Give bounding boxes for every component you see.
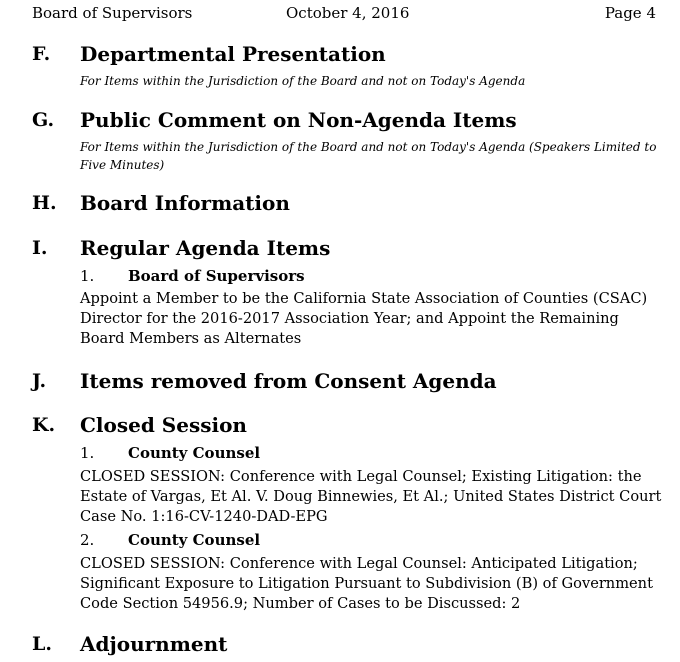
section-note: For Items within the Jurisdiction of the Board and not on Today's Agenda: [80, 74, 526, 88]
item-number: 1.: [80, 444, 95, 462]
item-text: CLOSED SESSION: Conference with Legal Counsel: Anticipated Litigation; Significant Exposure to Litigation Pursuant to Subdivision (B) of Government Code Section 54956.9; Number of Cases to be Discussed: 2: [80, 555, 653, 612]
item-number: 1.: [80, 267, 95, 285]
section-letter: J.: [32, 370, 47, 392]
section-letter: F.: [32, 43, 51, 65]
section-letter: K.: [32, 414, 56, 436]
section-title: Regular Agenda Items: [80, 236, 331, 260]
item-text: Appoint a Member to be the California State Association of Counties (CSAC) Director for the 2016-2017 Association Year; and Appoint the Remaining Board Members as Alternates: [80, 290, 648, 347]
header-board-name: Board of Supervisors: [32, 4, 193, 22]
section-title: Public Comment on Non-Agenda Items: [80, 108, 517, 132]
item-number: 2.: [80, 531, 95, 549]
item-heading: County Counsel: [128, 444, 261, 462]
item-text: CLOSED SESSION: Conference with Legal Counsel; Existing Litigation: the Estate of Vargas, Et Al. V. Doug Binnewies, Et Al.; United States District Court Case No. 1:16-CV-1240-DAD-EPG: [80, 468, 662, 525]
section-title: Board Information: [80, 191, 290, 215]
section-title: Items removed from Consent Agenda: [80, 369, 497, 393]
item-heading: Board of Supervisors: [128, 267, 305, 285]
section-note: For Items within the Jurisdiction of the Board and not on Today's Agenda (Speakers Limited to Five Minutes): [80, 140, 657, 172]
section-title: Adjournment: [80, 632, 228, 656]
header-date: October 4, 2016: [286, 4, 410, 22]
item-heading: County Counsel: [128, 531, 261, 549]
section-letter: H.: [32, 192, 57, 214]
section-letter: I.: [32, 237, 48, 259]
header-page-number: Page 4: [604, 4, 656, 22]
section-letter: G.: [32, 109, 55, 131]
section-letter: L.: [32, 633, 52, 655]
section-title: Closed Session: [80, 413, 247, 437]
section-title: Departmental Presentation: [80, 42, 386, 66]
